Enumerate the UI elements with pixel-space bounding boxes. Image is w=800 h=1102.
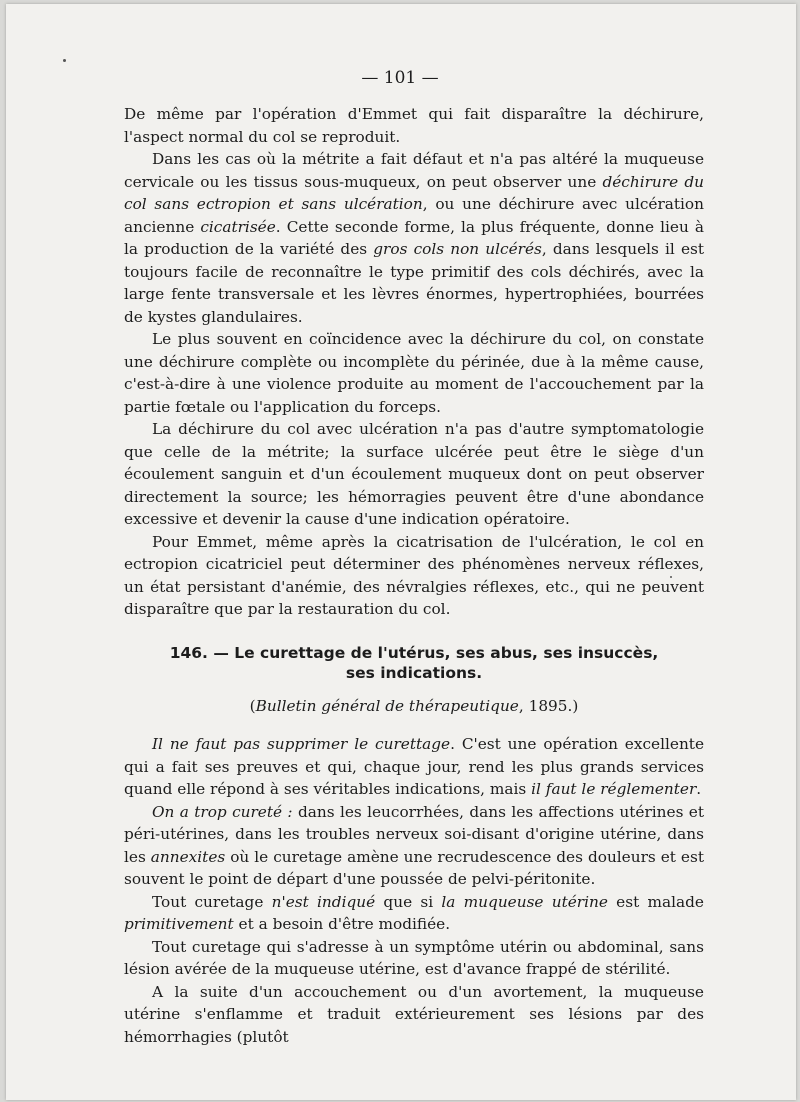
paragraph: [124, 418, 704, 531]
paragraph: [124, 103, 704, 148]
text-run: De même par l'opération d'Emmet qui fait disparaître la déchirure, l'aspect normal du col se reproduit.: [124, 105, 704, 146]
text-run: . C'est une opération excellente qui a fait ses preuves et qui, chaque jour, rend les plus grands services quand elle répond à ses véritables indications, mais: [124, 735, 704, 798]
source-citation: [124, 695, 704, 718]
text-run: , dans lesquels il est toujours facile de reconnaître le type primitif des cols déchirés, avec la large fente transversale et les lèvres énormes, hypertrophiées, bourrées de kystes glandulaires.: [124, 240, 704, 326]
paragraph: [124, 733, 704, 801]
text-run: dans les leucorrhées, dans les affections utérines et péri-utérines, dans les troubles nerveux soi-disant d'origine utérine, dans les: [124, 802, 705, 866]
text-run: Tout curetage qui s'adresse à un symptôme utérin ou abdominal, sans lésion avérée de la muqueuse utérine, est d'avance frappé de stérilité.: [124, 937, 704, 978]
text-run: et a besoin d'être modifiée.: [233, 915, 451, 933]
text-run: est malade: [607, 892, 704, 911]
text-run: que si: [375, 892, 442, 911]
italic-run: n'est indiqué: [271, 892, 376, 911]
text-run: A la suite d'un accouchement ou d'un avortement, la muqueuse utérine s'enflamme et traduit extérieurement ses lésions par des hémorrhagies (plutôt: [124, 982, 704, 1046]
paragraph: [124, 328, 704, 418]
paragraph: [124, 148, 704, 328]
text-run: Le plus souvent en coïncidence avec la déchirure du col, on constate une déchirure complète ou incomplète du périnée, due à la même cause, c'est-à-dire à une violence produite au moment de l'accouchement par la partie fœtale ou l'application du forceps.: [124, 330, 704, 416]
text-run: . Cette seconde forme, la plus fréquente, donne lieu à la production de la variété des: [124, 217, 705, 258]
paragraph: [124, 531, 704, 621]
paragraphs-before-section: [124, 103, 704, 621]
text-run: La déchirure du col avec ulcération n'a pas d'autre symptomatologie que celle de la métrite; la surface ulcérée peut être le siège d'un écoulement sanguin et d'un écoulement muqueux dont on peut observer directement la source; les hémorragies peuvent être d'une abondance excessive et devenir la cause d'une indication opératoire.: [124, 420, 704, 528]
text-run: Pour Emmet, même après la cicatrisation de l'ulcération, le col en ectropion cicatriciel peut déterminer des phénomènes nerveux réflexes, un état persistant d'anémie, des névralgies réflexes, etc., qui ne peuvent disparaître que par la restauration du col.: [124, 532, 704, 618]
text-run: (: [249, 696, 256, 715]
italic-run: Il ne faut pas supprimer le curettage: [152, 735, 451, 753]
italic-run: gros cols non ulcérés: [373, 240, 542, 258]
italic-run: déchirure du col sans ectropion et sans ulcération: [124, 172, 704, 213]
paragraph: [124, 936, 704, 981]
italic-run: il faut le réglementer: [531, 780, 697, 798]
paper-speck: [63, 59, 66, 62]
italic-run: primitivement: [124, 915, 234, 933]
text-run: , ou une déchirure avec ulcération ancienne: [124, 195, 704, 236]
text-run: , 1895.): [518, 696, 579, 715]
italic-run: Bulletin général de thérapeutique: [255, 696, 519, 715]
paragraph: [124, 891, 704, 936]
text-run: où le curetage amène une recrudescence des douleurs et est souvent le point de départ d'une poussée de pelvi-péritonite.: [124, 847, 704, 888]
text-run: .: [696, 780, 702, 798]
body-text: [124, 103, 704, 1048]
page-number: — 101 —: [361, 68, 439, 88]
text-run: Dans les cas où la métrite a fait défaut et n'a pas altéré la muqueuse cervicale ou les tissus sous-muqueux, on peut observer une: [124, 150, 704, 191]
section-title: 146. — Le curettage de l'utérus, ses abus, ses insuccès, ses indications.: [169, 643, 659, 682]
italic-run: cicatrisée: [200, 217, 276, 236]
italic-run: annexites: [150, 847, 226, 866]
paragraphs-after-section: [124, 733, 704, 1048]
paragraph: [124, 801, 704, 891]
text-run: Tout curetage: [152, 892, 272, 911]
italic-run: On a trop cureté :: [152, 802, 293, 821]
paragraph: [124, 981, 704, 1049]
italic-run: la muqueuse utérine: [441, 892, 608, 911]
